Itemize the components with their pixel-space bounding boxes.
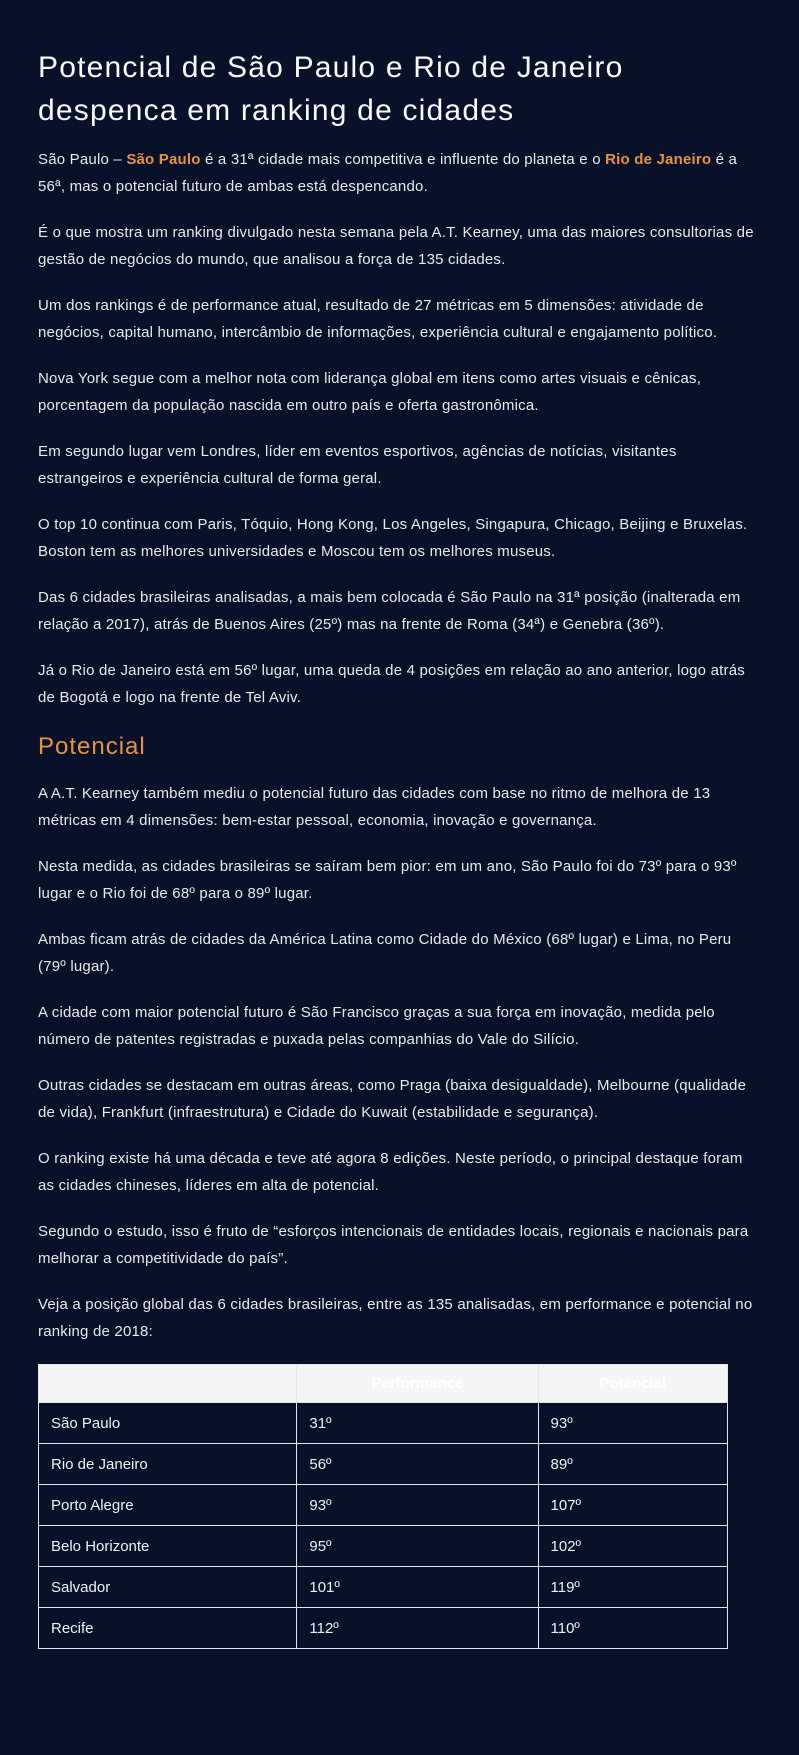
cell-potencial: 102º	[538, 1526, 727, 1567]
article-paragraph: É o que mostra um ranking divulgado nesta semana pela A.T. Kearney, uma das maiores consultorias de gestão de negócios do mundo, que analisou a força de 135 cidades.	[38, 224, 754, 268]
cell-performance: 93º	[297, 1485, 538, 1526]
article-paragraph: Nesta medida, as cidades brasileiras se saíram bem pior: em um ano, São Paulo foi do 73º para o 93º lugar e o Rio foi de 68º para o 89º lugar.	[38, 858, 737, 902]
article-paragraph: Segundo o estudo, isso é fruto de “esforços intencionais de entidades locais, regionais e nacionais para melhorar a competitividade do país”.	[38, 1223, 749, 1267]
article-paragraph: O top 10 continua com Paris, Tóquio, Hong Kong, Los Angeles, Singapura, Chicago, Beijing e Bruxelas. Boston tem as melhores universidades e Moscou tem os melhores museus.	[38, 516, 748, 560]
article-paragraph: Em segundo lugar vem Londres, líder em eventos esportivos, agências de notícias, visitantes estrangeiros e experiência cultural de forma geral.	[38, 443, 677, 487]
table-row	[39, 1403, 728, 1444]
table-header-performance: Performance	[297, 1365, 538, 1403]
table-row	[39, 1485, 728, 1526]
cell-performance: 56º	[297, 1444, 538, 1485]
table-row	[39, 1444, 728, 1485]
cell-city: Salvador	[39, 1567, 297, 1608]
sao-paulo-link[interactable]: São Paulo	[126, 151, 201, 168]
cell-performance: 31º	[297, 1403, 538, 1444]
intro-paragraph	[38, 146, 761, 200]
article-paragraph: Ambas ficam atrás de cidades da América Latina como Cidade do México (68º lugar) e Lima, no Peru (79º lugar).	[38, 931, 732, 975]
cell-potencial: 89º	[538, 1444, 727, 1485]
cell-potencial: 107º	[538, 1485, 727, 1526]
cell-city: Recife	[39, 1608, 297, 1649]
article-paragraph: A cidade com maior potencial futuro é São Francisco graças a sua força em inovação, medida pelo número de patentes registradas e puxada pelas companhias do Vale do Silício.	[38, 1004, 715, 1048]
page-title: Potencial de São Paulo e Rio de Janeiro despenca em ranking de cidades	[38, 51, 624, 127]
cell-potencial: 110º	[538, 1608, 727, 1649]
cell-performance: 101º	[297, 1567, 538, 1608]
section-heading-potencial: Potencial	[38, 733, 146, 760]
table-row	[39, 1567, 728, 1608]
article-paragraph: A A.T. Kearney também mediu o potencial futuro das cidades com base no ritmo de melhora de 13 métricas em 4 dimensões: bem-estar pessoal, economia, inovação e governança.	[38, 785, 711, 829]
article-paragraph: Um dos rankings é de performance atual, resultado de 27 métricas em 5 dimensões: atividade de negócios, capital humano, intercâmbio de informações, experiência cultural e engajamento político.	[38, 297, 718, 341]
article-paragraph: Das 6 cidades brasileiras analisadas, a mais bem colocada é São Paulo na 31ª posição (inalterada em relação a 2017), atrás de Buenos Aires (25º) mas na frente de Roma (34ª) e Genebra (36º).	[38, 589, 741, 633]
table-header-row	[39, 1365, 728, 1403]
table-row	[39, 1526, 728, 1567]
article-paragraph: Outras cidades se destacam em outras áreas, como Praga (baixa desigualdade), Melbourne (qualidade de vida), Frankfurt (infraestrutura) e Cidade do Kuwait (estabilidade e segurança).	[38, 1077, 747, 1121]
cell-potencial: 93º	[538, 1403, 727, 1444]
intro-text-1: é a 31ª cidade mais competitiva e influente do planeta e o	[200, 151, 606, 168]
cell-performance: 112º	[297, 1608, 538, 1649]
cell-city: São Paulo	[39, 1403, 297, 1444]
article-paragraph: Veja a posição global das 6 cidades brasileiras, entre as 135 analisadas, em performance e potencial no ranking de 2018:	[38, 1296, 753, 1340]
intro-dateline: São Paulo –	[38, 151, 127, 168]
cell-city: Rio de Janeiro	[39, 1444, 297, 1485]
table-header-city	[39, 1365, 297, 1403]
table-row	[39, 1608, 728, 1649]
rankings-table	[38, 1364, 728, 1649]
article-paragraph: O ranking existe há uma década e teve até agora 8 edições. Neste período, o principal destaque foram as cidades chineses, líderes em alta de potencial.	[38, 1150, 743, 1194]
cell-performance: 95º	[297, 1526, 538, 1567]
cell-city: Belo Horizonte	[39, 1526, 297, 1567]
intro-text-2: é a 56ª, mas o potencial futuro de ambas está despencando.	[38, 151, 738, 195]
rio-de-janeiro-link[interactable]: Rio de Janeiro	[605, 151, 712, 168]
article-paragraph: Nova York segue com a melhor nota com liderança global em itens como artes visuais e cênicas, porcentagem da população nascida em outro país e oferta gastronômica.	[38, 370, 702, 414]
table-header-potencial: Potencial	[538, 1365, 727, 1403]
cell-potencial: 119º	[538, 1567, 727, 1608]
article-paragraph: Já o Rio de Janeiro está em 56º lugar, uma queda de 4 posições em relação ao ano anterior, logo atrás de Bogotá e logo na frente de Tel Aviv.	[38, 662, 745, 706]
cell-city: Porto Alegre	[39, 1485, 297, 1526]
